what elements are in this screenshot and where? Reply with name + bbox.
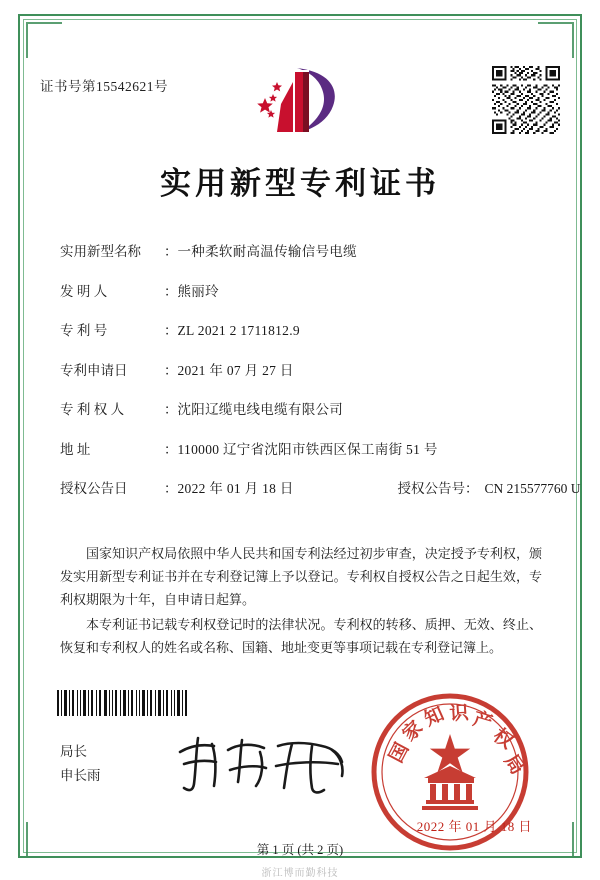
field-value: ZL 2021 2 1711812.9 (177, 323, 300, 338)
grant-number-value: CN 215577760 U (484, 481, 581, 496)
field-label: 专 利 号 (60, 323, 108, 338)
field-row-address (60, 438, 540, 458)
director-name: 申长雨 (60, 768, 101, 783)
field-label: 专 利 权 人 (60, 402, 125, 417)
svg-text:产: 产 (470, 708, 495, 735)
field-list (60, 240, 581, 517)
certificate-content (40, 40, 581, 857)
field-colon: ： (164, 441, 178, 457)
svg-text:局: 局 (499, 751, 528, 779)
field-row-grant-announcement (60, 477, 581, 497)
handwritten-signature-icon (172, 730, 362, 800)
field-colon: ： (164, 323, 178, 338)
director-label: 局长 (60, 744, 87, 759)
field-row-patent-number (60, 319, 540, 339)
field-value: 一种柔软耐高温传输信号电缆 (177, 244, 357, 259)
barcode-icon (56, 690, 188, 716)
seal-date: 2022 年 01 月 18 日 (416, 819, 532, 834)
field-colon: ： (164, 481, 178, 496)
field-label: 授权公告日 (60, 481, 128, 496)
field-label: 地 址 (60, 441, 91, 457)
field-label: 发 明 人 (60, 283, 108, 299)
legal-text (60, 542, 542, 661)
certificate-number: 证书号第15542621号 (40, 79, 168, 94)
field-row-patentee (60, 398, 540, 418)
watermark-note: 浙江博而勤科技 (261, 868, 339, 879)
field-colon: ： (164, 283, 178, 299)
svg-text:知: 知 (421, 703, 448, 731)
field-colon: ： (164, 244, 178, 259)
field-value: 2021 年 07 月 27 日 (177, 362, 294, 378)
field-value: 熊丽玲 (177, 283, 219, 299)
svg-text:国: 国 (385, 739, 414, 767)
legal-paragraph-1: 国家知识产权局依照中华人民共和国专利法经过初步审查，决定授予专利权，颁发实用新型专利证书并在专利登记簿上予以登记。专利权自授权公告之日起生效，专利权期限为十年，自申请日起算。 (60, 546, 542, 607)
page-footer: 第 1 页 (共 2 页) (256, 843, 344, 857)
legal-paragraph-2: 本专利证书记载专利权登记时的法律状况。专利权的转移、质押、无效、终止、恢复和专利权人的姓名或名称、国籍、地址变更等事项记载在专利登记簿上。 (60, 617, 542, 655)
field-label: 专利申请日 (60, 362, 128, 378)
signature-block (60, 740, 101, 788)
grant-number-label: 授权公告号： (397, 481, 479, 496)
svg-text:识: 识 (448, 702, 470, 725)
field-row-inventor (60, 280, 540, 300)
svg-text:家: 家 (398, 717, 428, 746)
field-value: 2022 年 01 月 18 日 (177, 481, 294, 496)
cnipa-logo-icon (235, 62, 365, 140)
field-row-utility-model-name (60, 240, 540, 260)
field-colon: ： (164, 402, 178, 417)
svg-text:权: 权 (489, 725, 517, 754)
field-colon: ： (164, 362, 178, 378)
field-label: 实用新型名称 (60, 244, 141, 259)
page-title: 实用新型专利证书 (160, 166, 440, 201)
field-value: 110000 辽宁省沈阳市铁西区保工南街 51 号 (177, 441, 438, 457)
field-value: 沈阳辽缆电线电缆有限公司 (177, 402, 344, 417)
field-row-application-date (60, 359, 540, 379)
qr-code-icon (492, 66, 560, 134)
